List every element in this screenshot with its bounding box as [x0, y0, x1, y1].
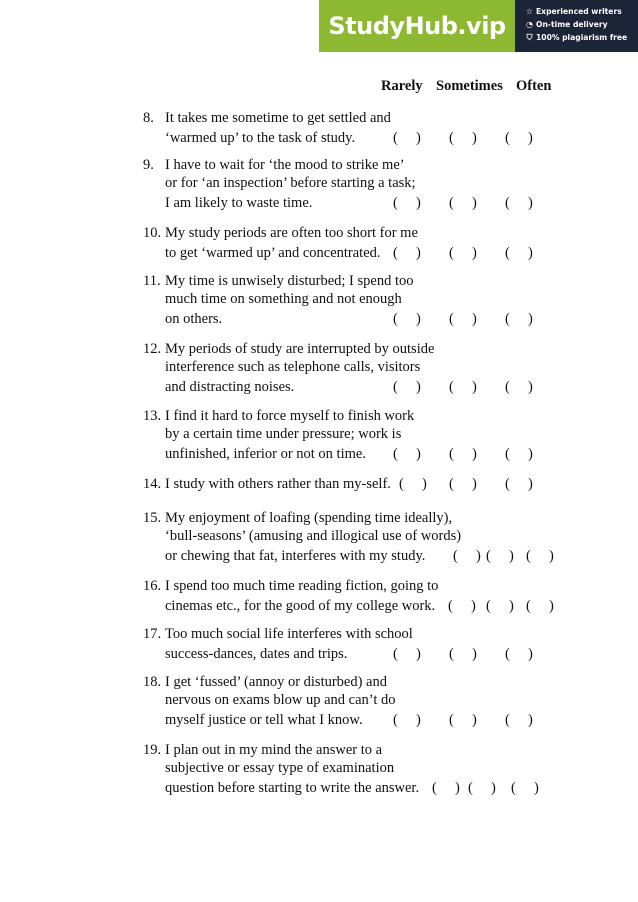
item-text-line: I plan out in my mind the answer to a: [165, 742, 383, 758]
checkbox-sometimes[interactable]: ( ): [449, 310, 477, 327]
checkbox-sometimes[interactable]: ( ): [449, 245, 477, 261]
checkbox-often[interactable]: ( ): [505, 711, 533, 728]
checkbox-often[interactable]: ( ): [505, 476, 533, 492]
item-text-line: My time is unwisely disturbed; I spend too: [165, 273, 414, 289]
item-number: 18.: [143, 674, 162, 690]
item-number: 13.: [143, 408, 162, 424]
item-text-line: to get ‘warmed up’ and concentrated.: [165, 245, 381, 261]
checkbox-rarely[interactable]: ( ): [399, 476, 427, 492]
item-number: 16.: [143, 578, 162, 594]
studyhub-logo[interactable]: StudyHub.vip: [319, 0, 515, 52]
star-icon: ☆: [525, 7, 534, 16]
checkbox-rarely[interactable]: ( ): [393, 130, 421, 146]
checkbox-sometimes[interactable]: ( ): [449, 445, 477, 462]
item-number: 9.: [143, 157, 154, 173]
checkbox-sometimes[interactable]: ( ): [449, 711, 477, 728]
item-text-line: I study with others rather than my-self.: [165, 476, 391, 492]
item-number: 17.: [143, 626, 162, 642]
item-text-line: I am likely to waste time.: [165, 194, 313, 211]
checkbox-sometimes[interactable]: ( ): [449, 194, 477, 211]
studyhub-banner[interactable]: [319, 0, 638, 52]
item-text-line: interference such as telephone calls, visitors: [165, 358, 421, 375]
item-text-line: and distracting noises.: [165, 378, 295, 395]
banner-feature: [525, 31, 638, 44]
checkbox-rarely[interactable]: ( ): [393, 646, 421, 662]
checkbox-often[interactable]: ( ): [526, 598, 554, 614]
item-text-line: My enjoyment of loafing (spending time ideally),: [165, 510, 453, 526]
item-text-line: much time on something and not enough: [165, 290, 402, 307]
checkbox-often[interactable]: ( ): [505, 310, 533, 327]
checkbox-rarely[interactable]: ( ): [393, 378, 421, 395]
item-text-line: It takes me sometime to get settled and: [165, 110, 391, 126]
checkbox-rarely[interactable]: ( ): [432, 779, 460, 796]
item-text-line: My study periods are often too short for me: [165, 225, 418, 241]
item-text-line: myself justice or tell what I know.: [165, 711, 363, 728]
banner-feature: [525, 18, 638, 31]
item-number: 15.: [143, 510, 162, 526]
checkbox-often[interactable]: ( ): [511, 779, 539, 796]
column-header-rarely: Rarely: [381, 78, 423, 94]
item-number: 19.: [143, 742, 162, 758]
item-text-line: I have to wait for ‘the mood to strike me’: [165, 157, 405, 173]
item-text-line: I get ‘fussed’ (annoy or disturbed) and: [165, 674, 387, 690]
item-number: 10.: [143, 225, 162, 241]
item-text-line: nervous on exams blow up and can’t do: [165, 691, 396, 708]
item-text-line: Too much social life interferes with school: [165, 626, 413, 642]
checkbox-often[interactable]: ( ): [505, 445, 533, 462]
item-text-line: I spend too much time reading fiction, going to: [165, 578, 439, 594]
checkbox-often[interactable]: ( ): [505, 130, 533, 146]
item-text-line: ‘bull-seasons’ (amusing and illogical use of words): [165, 527, 462, 544]
clock-icon: ◔: [526, 20, 533, 29]
checkbox-sometimes[interactable]: ( ): [449, 646, 477, 662]
checkbox-often[interactable]: ( ): [505, 378, 533, 395]
banner-feature-text: On-time delivery: [536, 20, 608, 29]
item-number: 14.: [143, 476, 162, 492]
item-number: 12.: [143, 341, 162, 357]
checkbox-rarely[interactable]: ( ): [393, 245, 421, 261]
item-text-line: I find it hard to force myself to finish work: [165, 408, 415, 424]
item-number: 8.: [143, 110, 154, 126]
item-text-line: unfinished, inferior or not on time.: [165, 445, 366, 462]
column-header-sometimes: Sometimes: [436, 78, 503, 94]
item-text-line: by a certain time under pressure; work is: [165, 425, 402, 442]
checkbox-rarely[interactable]: ( ): [393, 194, 421, 211]
checkbox-rarely[interactable]: ( ): [393, 445, 421, 462]
item-text-line: on others.: [165, 310, 223, 327]
checkbox-sometimes[interactable]: ( ): [449, 476, 477, 492]
checkbox-sometimes[interactable]: ( ): [468, 779, 496, 796]
banner-features: [515, 0, 638, 52]
item-text-line: question before starting to write the answer.: [165, 779, 420, 796]
checkbox-often[interactable]: ( ): [526, 547, 554, 564]
checkbox-often[interactable]: ( ): [505, 194, 533, 211]
item-text-line: success-dances, dates and trips.: [165, 646, 348, 662]
checkbox-often[interactable]: ( ): [505, 245, 533, 261]
item-text-line: ‘warmed up’ to the task of study.: [165, 130, 356, 146]
banner-feature-text: 100% plagiarism free: [536, 33, 628, 42]
checkbox-sometimes[interactable]: ( ): [449, 130, 477, 146]
item-text-line: My periods of study are interrupted by outside: [165, 341, 435, 357]
checkbox-rarely[interactable]: ( ): [393, 310, 421, 327]
column-header-often: Often: [516, 78, 552, 94]
checkbox-sometimes[interactable]: ( ): [486, 547, 514, 564]
item-text-line: subjective or essay type of examination: [165, 759, 395, 776]
checkbox-rarely[interactable]: ( ): [393, 711, 421, 728]
item-number: 11.: [143, 273, 161, 289]
banner-feature-text: Experienced writers: [536, 7, 622, 16]
checkbox-sometimes[interactable]: ( ): [449, 378, 477, 395]
banner-feature: [525, 5, 638, 18]
shield-icon: ⛉: [526, 33, 533, 42]
checkbox-rarely[interactable]: ( ): [448, 598, 476, 614]
checkbox-rarely[interactable]: ( ): [453, 547, 481, 564]
checkbox-sometimes[interactable]: ( ): [486, 598, 514, 614]
item-text-line: cinemas etc., for the good of my college work.: [165, 598, 436, 614]
checkbox-often[interactable]: ( ): [505, 646, 533, 662]
item-text-line: or for ‘an inspection’ before starting a task;: [165, 174, 416, 191]
item-text-line: or chewing that fat, interferes with my study.: [165, 547, 426, 564]
